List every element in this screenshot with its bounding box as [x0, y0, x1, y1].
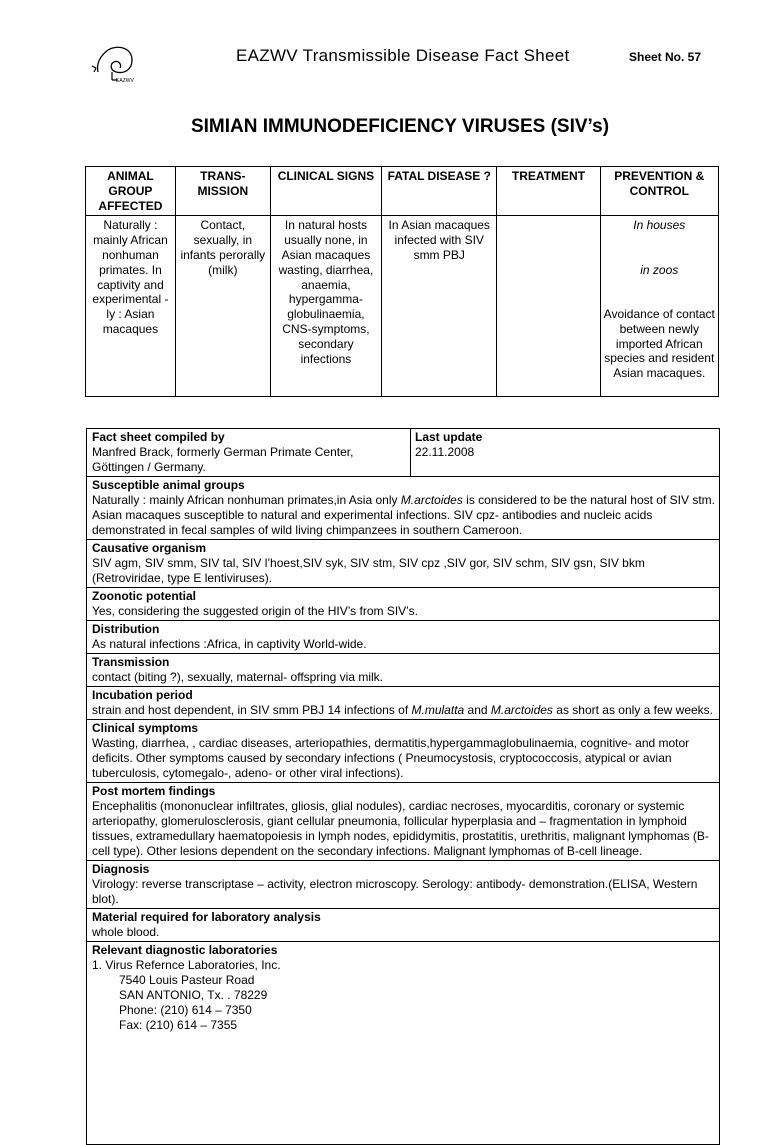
transmission-value: contact (biting ?), sexually, maternal- offspring via milk. [92, 670, 384, 684]
clinical-label: Clinical symptoms [92, 721, 199, 735]
fact-sheet-table [86, 428, 720, 1145]
diagnosis-label: Diagnosis [92, 862, 150, 876]
incubation-text-b: and [464, 703, 491, 717]
clinical-value: Wasting, diarrhea, , cardiac diseases, arteriopathies, dermatitis,hypergammaglobulinaemia, cognitive- and motor deficits. Other symptoms caused by secondary infections ( Pneumocystosis, cryptococcosis, atypical or avian tuberculosis, cytomegalo-, adeno- or other viral infections). [92, 736, 690, 780]
susceptible-label: Susceptible animal groups [92, 478, 245, 492]
susceptible-row [87, 476, 719, 539]
svg-text:EAZWV: EAZWV [116, 78, 134, 84]
compiled-row [87, 429, 719, 476]
compiled-value: Manfred Brack, formerly German Primate Center, Göttingen / Germany. [92, 445, 354, 474]
incubation-text-a: strain and host dependent, in SIV smm PBJ 14 infections of [92, 703, 412, 717]
compiled-cell [87, 429, 411, 476]
labs-row [87, 941, 719, 1144]
sheet-number: Sheet No. 57 [629, 50, 702, 64]
zoonotic-row [87, 587, 719, 620]
diagnosis-row [87, 860, 719, 908]
material-label: Material required for laboratory analysis [92, 910, 321, 924]
postmortem-row [87, 782, 719, 860]
species-mulatta: M.mulatta [411, 703, 465, 717]
species-arctoides-2: M.arctoides [490, 703, 553, 717]
material-value: whole blood. [92, 925, 160, 939]
zoonotic-value: Yes, considering the suggested origin of the HIV’s from SIV’s. [92, 604, 418, 618]
cell-clinical-signs: In natural hosts usually none, in Asian macaques wasting, diarrhea, anaemia, hypergamma-globulinaemia, CNS-symptoms, secondary infections [270, 216, 381, 397]
prevention-zoos: in zoos [640, 263, 679, 278]
causative-row [87, 539, 719, 587]
prevention-houses: In houses [633, 218, 686, 233]
distribution-value: As natural infections :Africa, in captivity World-wide. [92, 637, 367, 651]
update-cell [411, 429, 719, 476]
causative-value: SIV agm, SIV smm, SIV tal, SIV l’hoest,SIV syk, SIV stm, SIV cpz ,SIV gor, SIV schm, SIV gsn, SIV bkm (Retroviridae, type E lentiviruses). [92, 556, 645, 585]
header-clinical-signs: CLINICAL SIGNS [270, 167, 381, 216]
postmortem-label: Post mortem findings [92, 784, 216, 798]
lab-phone: Phone: (210) 614 – 7350 [119, 1003, 252, 1017]
incubation-row [87, 686, 719, 719]
lab-city: SAN ANTONIO, Tx. . 78229 [119, 988, 268, 1002]
susceptible-text-a: Naturally : mainly African nonhuman primates,in Asia only [92, 493, 401, 507]
diagnosis-value: Virology: reverse transcriptase – activity, electron microscopy. Serology: antibody- demonstration.(ELISA, Western blot). [92, 877, 698, 906]
lab-fax: Fax: (210) 614 – 7355 [119, 1018, 238, 1032]
summary-header-row [86, 167, 719, 216]
header-prevention: PREVENTION & CONTROL [600, 167, 718, 216]
summary-table [85, 166, 719, 397]
incubation-text-c: as short as only a few weeks. [552, 703, 714, 717]
cell-fatal-disease: In Asian macaques infected with SIV smm PBJ [382, 216, 497, 397]
compiled-label: Fact sheet compiled by [92, 430, 225, 444]
page-title: SIMIAN IMMUNODEFICIENCY VIRUSES (SIV’s) [190, 116, 610, 137]
transmission-row [87, 653, 719, 686]
prevention-avoidance: Avoidance of contact between newly imported African species and resident Asian macaques. [603, 306, 715, 381]
causative-label: Causative organism [92, 541, 207, 555]
header-treatment: TREATMENT [497, 167, 600, 216]
species-arctoides: M.arctoides [400, 493, 463, 507]
header-fatal-disease: FATAL DISEASE ? [382, 167, 497, 216]
transmission-label: Transmission [92, 655, 170, 669]
cell-prevention [600, 216, 718, 397]
incubation-label: Incubation period [92, 688, 193, 702]
distribution-label: Distribution [92, 622, 160, 636]
document-title: EAZWV Transmissible Disease Fact Sheet [236, 46, 570, 65]
update-label: Last update [415, 430, 483, 444]
page-header [0, 0, 768, 100]
labs-label: Relevant diagnostic laboratories [92, 943, 278, 957]
cell-animal-group: Naturally : mainly African nonhuman primates. In captivity and experimental -ly : Asian macaques [86, 216, 176, 397]
susceptible-text-b: is considered to be the natural host of SIV stm. Asian macaques susceptible to natural and experimental infections. SIV cpz- antibodies and nucleic acids demonstrated in fecal samples of wild living chimpanzees in southern Cameroon. [92, 493, 715, 537]
distribution-row [87, 620, 719, 653]
material-row [87, 908, 719, 941]
clinical-row [87, 719, 719, 782]
summary-body-row [86, 216, 719, 397]
eazwv-logo [88, 42, 144, 84]
cell-transmission: Contact, sexually, in infants perorally (milk) [175, 216, 270, 397]
update-value: 22.11.2008 [415, 445, 475, 459]
zoonotic-label: Zoonotic potential [92, 589, 196, 603]
lab-name: 1. Virus Refernce Laboratories, Inc. [92, 958, 281, 972]
lab-street: 7540 Louis Pasteur Road [119, 973, 255, 987]
postmortem-value: Encephalitis (mononuclear infiltrates, gliosis, glial nodules), cardiac necroses, myocarditis, coronary or systemic arteriopathy, glomerulosclerosis, giant cellular pneumonia, follicular hyperplasia and – fragmentation in lymphoid tissues, extramedullary haematopoiesis in lymph nodes, epididymitis, prostatitis, urethritis, malignant lymphomas (B- cell type). Other lesions dependent on the secondary infections. Malignant lymphomas of B-cell lineage. [92, 799, 709, 858]
header-animal-group: ANIMAL GROUP AFFECTED [86, 167, 176, 216]
header-transmission: TRANS-MISSION [175, 167, 270, 216]
cell-treatment [497, 216, 600, 397]
